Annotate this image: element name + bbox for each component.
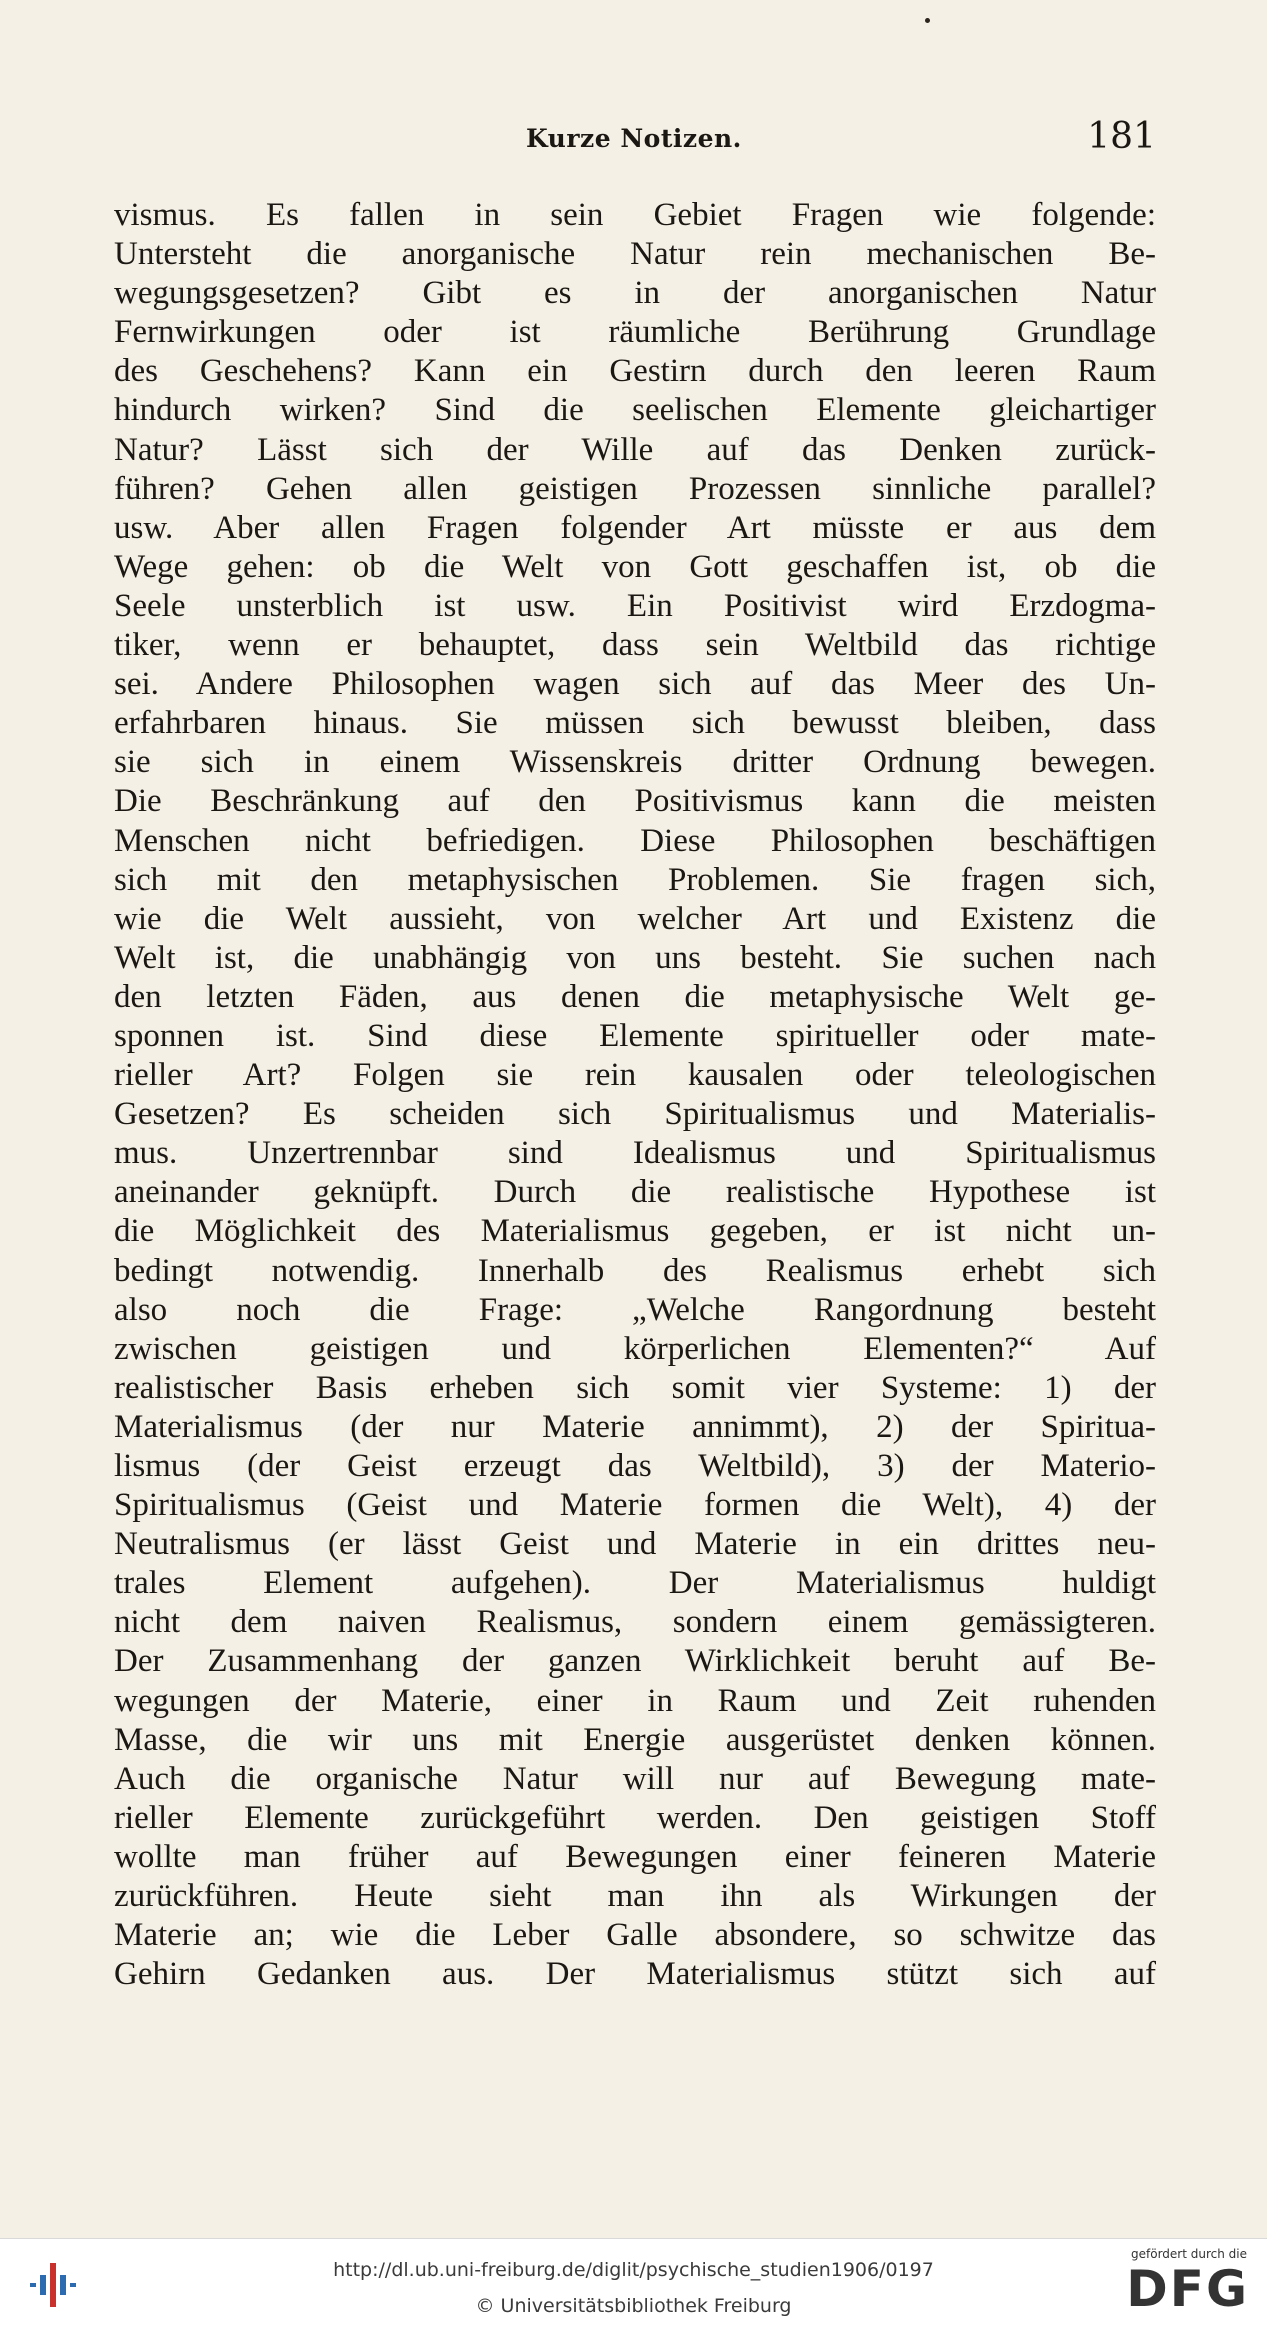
source-url-link[interactable]: http://dl.ub.uni-freiburg.de/diglit/psychische_studien1906/0197 (333, 2259, 934, 2281)
text-line: Die Beschränkung auf den Positivismus kann die meisten (114, 783, 1156, 820)
text-line: sich mit den metaphysischen Problemen. Sie fragen sich, (114, 861, 1156, 898)
text-line: erfahrbaren hinaus. Sie müssen sich bewusst bleiben, dass (114, 705, 1156, 742)
text-line: aneinander geknüpft. Durch die realistische Hypothese ist (114, 1174, 1156, 1211)
text-line: wegungen der Materie, einer in Raum und Zeit ruhenden (114, 1682, 1156, 1719)
text-line: sei. Andere Philosophen wagen sich auf das Meer des Un- (114, 666, 1156, 703)
text-line: führen? Gehen allen geistigen Prozessen sinnliche parallel? (114, 470, 1156, 507)
text-line: sponnen ist. Sind diese Elemente spiritueller oder mate- (114, 1017, 1156, 1054)
text-line: Spiritualismus (Geist und Materie formen die Welt), 4) der (114, 1487, 1156, 1524)
dfg-caption: gefördert durch die (1131, 2247, 1247, 2261)
text-line: usw. Aber allen Fragen folgender Art müsste er aus dem (114, 509, 1156, 546)
text-line: des Geschehens? Kann ein Gestirn durch den leeren Raum (114, 353, 1156, 390)
body-text (114, 196, 1156, 2026)
text-line: wie die Welt aussieht, von welcher Art und Existenz die (114, 900, 1156, 937)
text-line: wegungsgesetzen? Gibt es in der anorganischen Natur (114, 275, 1156, 312)
text-line: die Möglichkeit des Materialismus gegeben, er ist nicht un- (114, 1213, 1156, 1250)
text-line: also noch die Frage: „Welche Rangordnung besteht (114, 1291, 1156, 1328)
text-line: bedingt notwendig. Innerhalb des Realismus erhebt sich (114, 1252, 1156, 1289)
text-line: Welt ist, die unabhängig von uns besteht. Sie suchen nach (114, 939, 1156, 976)
text-line: Materialismus (der nur Materie annimmt), 2) der Spiritua- (114, 1408, 1156, 1445)
text-line: den letzten Fäden, aus denen die metaphysische Welt ge- (114, 978, 1156, 1015)
text-line: Materie an; wie die Leber Galle absondere, so schwitze das (114, 1917, 1156, 1954)
text-line: realistischer Basis erheben sich somit vier Systeme: 1) der (114, 1369, 1156, 1406)
text-line: zwischen geistigen und körperlichen Elementen?“ Auf (114, 1330, 1156, 1367)
text-line: Menschen nicht befriedigen. Diese Philosophen beschäftigen (114, 822, 1156, 859)
text-line: Masse, die wir uns mit Energie ausgerüstet denken können. (114, 1721, 1156, 1758)
text-line: Fernwirkungen oder ist räumliche Berührung Grundlage (114, 314, 1156, 351)
footer-bar (0, 2238, 1267, 2331)
text-line: Der Zusammenhang der ganzen Wirklichkeit beruht auf Be- (114, 1643, 1156, 1680)
text-line: mus. Unzertrennbar sind Idealismus und Spiritualismus (114, 1135, 1156, 1172)
text-line: vismus. Es fallen in sein Gebiet Fragen wie folgende: (114, 197, 1156, 233)
text-line: rieller Elemente zurückgeführt werden. Den geistigen Stoff (114, 1799, 1156, 1836)
text-line: tiker, wenn er behauptet, dass sein Weltbild das richtige (114, 627, 1156, 664)
text-line: lismus (der Geist erzeugt das Weltbild), 3) der Materio- (114, 1448, 1156, 1484)
running-head (114, 116, 1156, 166)
text-line: rieller Art? Folgen sie rein kausalen oder teleologischen (114, 1057, 1156, 1094)
text-line: nicht dem naiven Realismus, sondern einem gemässigteren. (114, 1604, 1156, 1641)
text-line: wollte man früher auf Bewegungen einer feineren Materie (114, 1838, 1156, 1875)
text-line: trales Element aufgehen). Der Materialismus huldigt (114, 1565, 1156, 1602)
text-line: sie sich in einem Wissenskreis dritter Ordnung bewegen. (114, 744, 1156, 781)
text-line: Gesetzen? Es scheiden sich Spiritualismus und Materialis- (114, 1096, 1156, 1133)
text-line: Gehirn Gedanken aus. Der Materialismus stützt sich auf (114, 1956, 1156, 1993)
text-line: Auch die organische Natur will nur auf Bewegung mate- (114, 1760, 1156, 1797)
text-line: Untersteht die anorganische Natur rein mechanischen Be- (114, 236, 1156, 273)
text-line: Natur? Lässt sich der Wille auf das Denken zurück- (114, 431, 1156, 468)
dfg-logo: DFG (1126, 2260, 1249, 2318)
text-line: Neutralismus (er lässt Geist und Materie in ein drittes neu- (114, 1526, 1156, 1563)
text-line: hindurch wirken? Sind die seelischen Elemente gleichartiger (114, 392, 1156, 429)
text-line: Seele unsterblich ist usw. Ein Positivist wird Erzdogma- (114, 587, 1156, 624)
text-line: zurückführen. Heute sieht man ihn als Wirkungen der (114, 1878, 1156, 1915)
header-title: Kurze Notizen. (526, 124, 742, 153)
dfg-badge[interactable] (1103, 2247, 1253, 2327)
ink-speck (925, 18, 930, 23)
text-line: Wege gehen: ob die Welt von Gott geschaffen ist, ob die (114, 548, 1156, 585)
page-number: 181 (1087, 116, 1156, 157)
copyright-notice: © Universitätsbibliothek Freiburg (475, 2295, 792, 2317)
